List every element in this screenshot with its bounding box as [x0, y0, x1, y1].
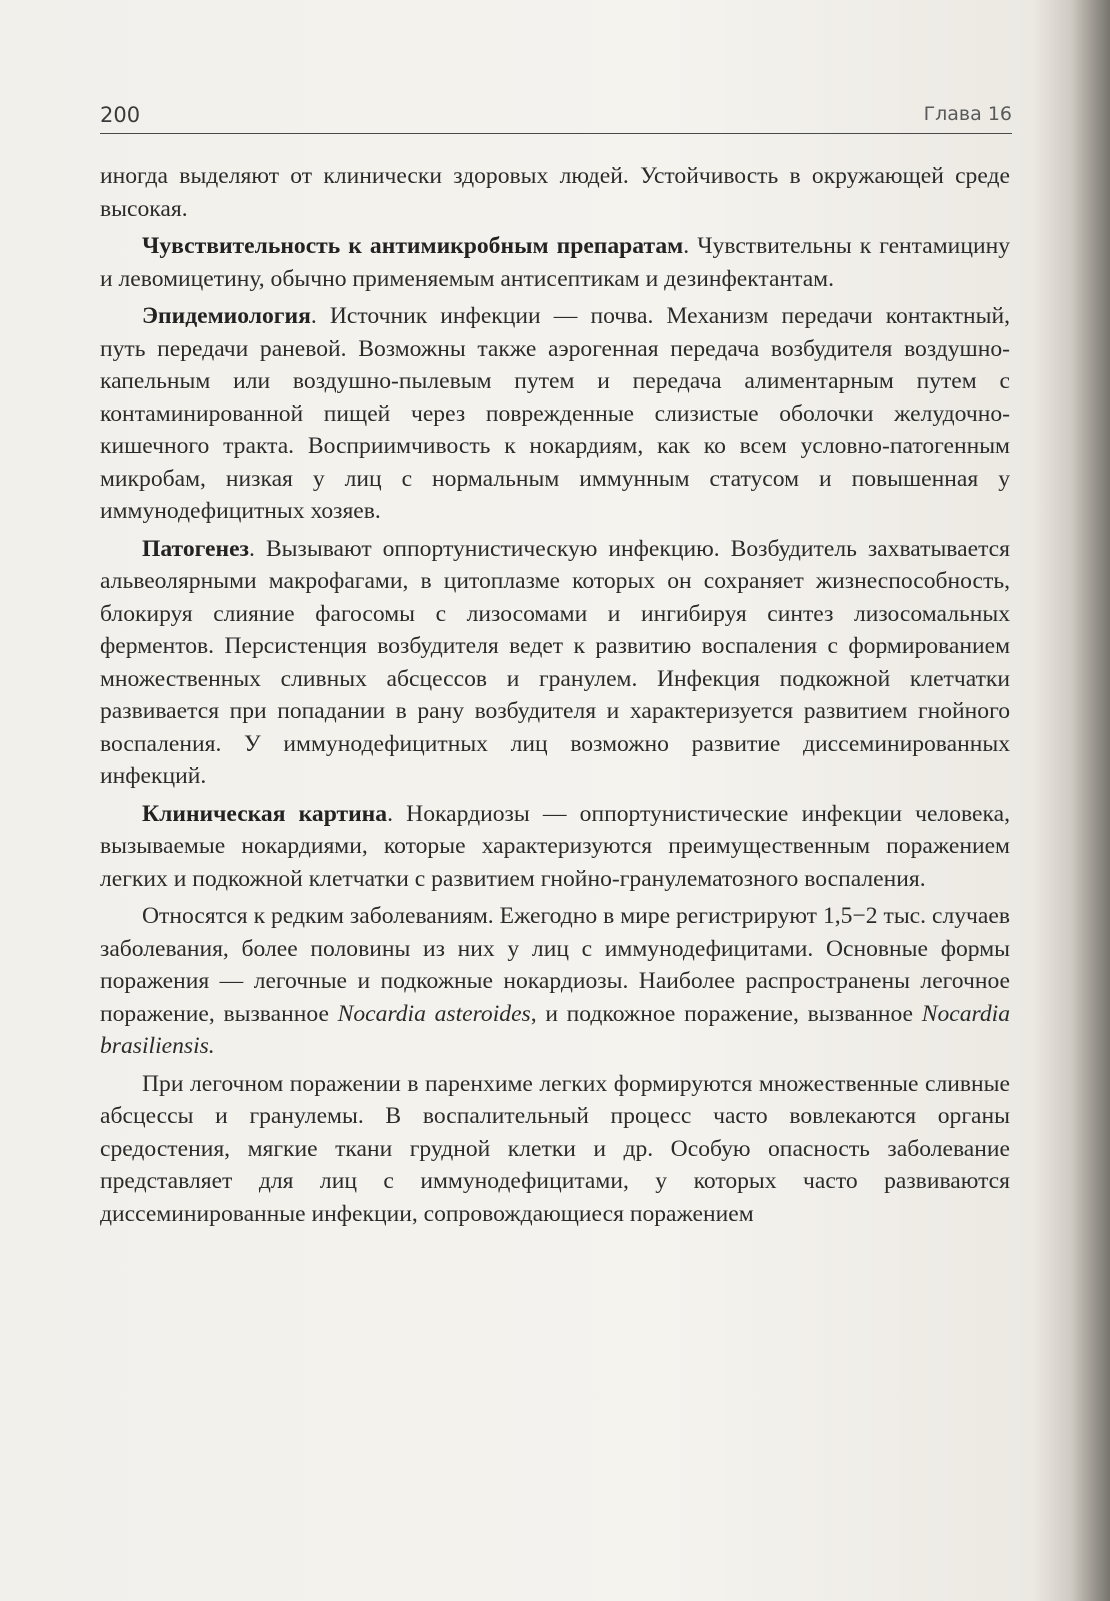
paragraph-text: иногда выделяют от клинически здоровых людей. Устойчивость в окружающей среде высокая. [100, 163, 1010, 222]
paragraph-text: Относятся к редким заболеваниям. Ежегодно в мире регистрируют 1,5−2 тыс. случаев заболевания, более половины из них у лиц с иммунодефицитами. Основные формы поражения — легочные и подкожные нокардиозы. Наиболее распространены легочное поражение, вызванное [100, 903, 1010, 1027]
paragraph-text: . Источник инфекции — почва. Механизм передачи контактный, путь передачи раневой. Возможны также аэрогенная передача возбудителя воздушно-капельным или воздушно-пылевым путем и передача алиментарным путем с контаминированной пищей через поврежденные слизистые оболочки желудочно-кишечного тракта. Восприимчивость к нокардиям, как ко всем условно-патогенным микробам, низкая у лиц с нормальным иммунным статусом и повышенная у иммунодефицитных хозяев. [100, 303, 1010, 524]
paragraph-pathogenesis [100, 533, 1010, 793]
section-heading-pathogenesis: Патогенез [142, 535, 250, 562]
paragraph-clinical-picture [100, 798, 1010, 896]
page-header [100, 99, 1012, 134]
paragraph-epidemiology [100, 300, 1010, 528]
page-body [100, 160, 1010, 1235]
paragraph-continuation [100, 160, 1010, 225]
paragraph-text: При легочном поражении в паренхиме легких формируются множественные сливные абсцессы и гранулемы. В воспалительный процесс часто вовлекаются органы средостения, мягкие ткани грудной клетки и др. Особую опасность заболевание представляет для лиц с иммунодефицитами, у которых часто развиваются диссеминированные инфекции, сопровождающиеся поражением [100, 1070, 1010, 1227]
paragraph-text: , и подкожное поражение, вызванное [530, 1000, 922, 1027]
paragraph-text: . Чувствительны к гентамицину и левомицетину, обычно применяемым антисептикам и дезинфектантам. [100, 233, 1010, 292]
species-name: Nocardia brasiliensis. [100, 1000, 1010, 1059]
section-heading-sensitivity: Чувствительность к антимикробным препаратам [142, 233, 684, 259]
paragraph-text: . Нокардиозы — оппортунистические инфекции человека, вызываемые нокардиями, которые характеризуются преимущественным поражением легких и подкожной клетчатки с развитием гнойно-гранулематозного воспаления. [100, 800, 1010, 892]
paragraph-pulmonary [100, 1068, 1010, 1231]
paragraph-text: . Вызывают оппортунистическую инфекцию. Возбудитель захватывается альвеолярными макрофагами, в цитоплазме которых он сохраняет жизнеспособность, блокируя слияние фагосомы с лизосомами и ингибируя синтез лизосомальных ферментов. Персистенция возбудителя ведет к развитию воспаления с формированием множественных сливных абсцессов и гранулем. Инфекция подкожной клетчатки развивается при попадании в рану возбудителя и характеризуется развитием гнойного воспаления. У иммунодефицитных лиц возможно развитие диссеминированных инфекций. [100, 535, 1010, 789]
paragraph-prevalence [100, 900, 1010, 1063]
chapter-title: Глава 16 [923, 103, 1012, 125]
paragraph-sensitivity [100, 230, 1010, 295]
section-heading-epidemiology: Эпидемиология [142, 303, 311, 329]
species-name: Nocardia asteroides [337, 1000, 531, 1027]
section-heading-clinical-picture: Клиническая картина [142, 800, 388, 827]
page-number: 200 [100, 103, 141, 127]
